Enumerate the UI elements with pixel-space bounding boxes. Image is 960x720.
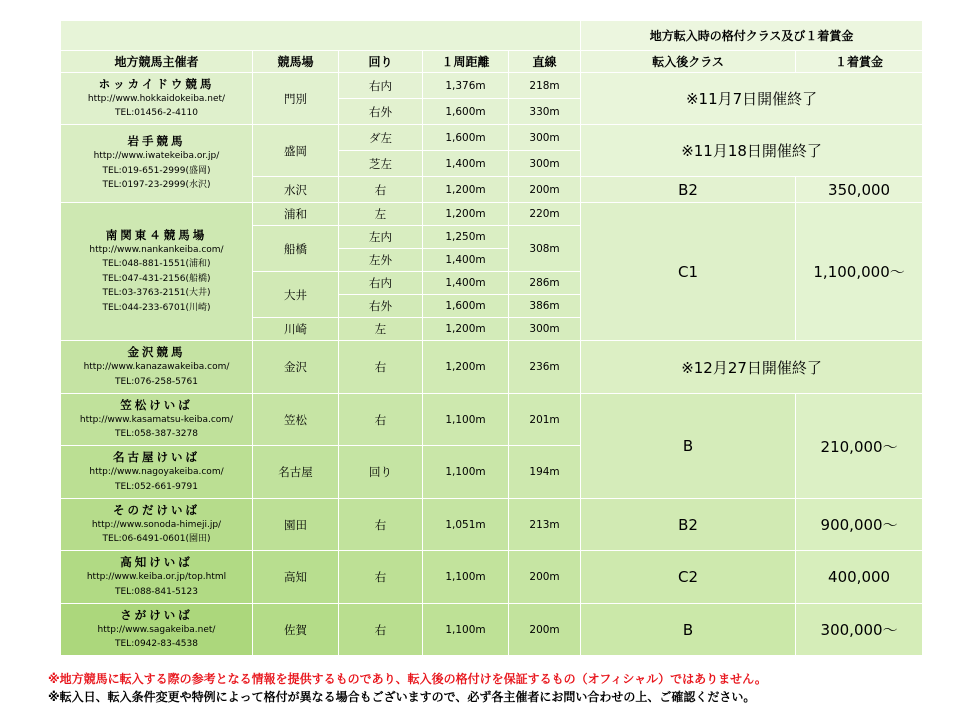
straight: 386m [509, 295, 581, 318]
straight: 200m [509, 177, 581, 203]
organizer-name: ホッカイドウ競馬 [98, 76, 215, 91]
direction: 回り [339, 446, 423, 499]
class-cell: B2 [581, 177, 796, 203]
straight: 300m [509, 318, 581, 341]
direction: 右 [339, 394, 423, 446]
direction: 左内 [339, 226, 423, 249]
organizer-name: 岩手競馬 [127, 134, 186, 149]
table-row [61, 499, 923, 551]
col-straight: 直線 [509, 51, 581, 73]
organizer-url[interactable]: http://www.nankankeiba.com/ [89, 244, 224, 255]
organizer-name: 南関東４競馬場 [105, 227, 208, 242]
organizer-tel: TEL:01456-2-4110 [115, 108, 198, 118]
col-prize: １着賞金 [796, 51, 923, 73]
col-track: 競馬場 [253, 51, 339, 73]
lap-distance: 1,100m [423, 394, 509, 446]
track-name: 名古屋 [253, 446, 339, 499]
direction: 右内 [339, 73, 423, 99]
direction: 芝左 [339, 151, 423, 177]
track-name: 門別 [253, 73, 339, 125]
organizer-tel: TEL:058-387-3278 [115, 429, 198, 439]
straight: 286m [509, 272, 581, 295]
organizer-tel: TEL:019-651-2999(盛岡) [102, 165, 211, 176]
straight: 200m [509, 551, 581, 604]
organizer-url[interactable]: http://www.kanazawakeiba.com/ [83, 362, 230, 372]
organizer-cell [61, 73, 253, 125]
organizer-cell [61, 551, 253, 604]
organizer-tel: TEL:0197-23-2999(水沢) [102, 180, 211, 191]
organizer-name: 高知けいば [120, 555, 193, 569]
direction: ダ左 [339, 125, 423, 151]
class-cell: C2 [581, 551, 796, 604]
organizer-cell [61, 341, 253, 394]
table-row [61, 551, 923, 604]
organizer-tel: TEL:048-881-1551(浦和) [102, 259, 211, 270]
lap-distance: 1,200m [423, 177, 509, 203]
direction: 右 [339, 177, 423, 203]
header-row-2 [61, 51, 923, 73]
status-note: ※12月27日開催終了 [581, 341, 923, 394]
class-cell: B [581, 604, 796, 656]
track-name: 高知 [253, 551, 339, 604]
table-row [61, 73, 923, 99]
straight: 218m [509, 73, 581, 99]
organizer-tel: TEL:06-6491-0601(園田) [102, 534, 211, 544]
straight: 308m [509, 226, 581, 272]
lap-distance: 1,200m [423, 203, 509, 226]
lap-distance: 1,400m [423, 249, 509, 272]
inquiry-note: ※転入日、転入条件変更や特例によって格付が異なる場合もございますので、必ず各主催者にお問い合わせの上、ご確認ください。 [48, 690, 756, 704]
lap-distance: 1,250m [423, 226, 509, 249]
organizer-tel: TEL:052-661-9791 [115, 481, 198, 492]
organizer-cell [61, 125, 253, 203]
direction: 右 [339, 551, 423, 604]
straight: 300m [509, 151, 581, 177]
track-name: 水沢 [253, 177, 339, 203]
direction: 左 [339, 318, 423, 341]
organizer-name: 金沢競馬 [127, 345, 186, 359]
lap-distance: 1,600m [423, 99, 509, 125]
track-name: 佐賀 [253, 604, 339, 656]
prize-cell: 900,000～ [796, 499, 923, 551]
col-direction: 回り [339, 51, 423, 73]
straight: 330m [509, 99, 581, 125]
direction: 右内 [339, 272, 423, 295]
class-cell: C1 [581, 203, 796, 341]
lap-distance: 1,100m [423, 446, 509, 499]
direction: 右外 [339, 295, 423, 318]
prize-cell: 300,000～ [796, 604, 923, 656]
straight: 220m [509, 203, 581, 226]
col-organizer: 地方競馬主催者 [61, 51, 253, 73]
track-name: 川崎 [253, 318, 339, 341]
organizer-cell [61, 604, 253, 656]
class-cell: B2 [581, 499, 796, 551]
lap-distance: 1,400m [423, 151, 509, 177]
lap-distance: 1,600m [423, 125, 509, 151]
lap-distance: 1,100m [423, 604, 509, 656]
organizer-url[interactable]: http://www.nagoyakeiba.com/ [89, 467, 224, 477]
straight: 201m [509, 394, 581, 446]
organizer-url[interactable]: http://www.keiba.or.jp/top.html [86, 572, 227, 582]
track-name: 船橋 [253, 226, 339, 272]
prize-cell: 210,000～ [796, 394, 923, 499]
lap-distance: 1,051m [423, 499, 509, 551]
organizer-tel: TEL:044-233-6701(川崎) [102, 302, 211, 313]
direction: 右外 [339, 99, 423, 125]
organizer-cell [61, 203, 253, 341]
track-name: 笠松 [253, 394, 339, 446]
straight: 236m [509, 341, 581, 394]
col-class: 転入後クラス [581, 51, 796, 73]
organizer-name: さがけいば [120, 607, 193, 622]
organizer-url[interactable]: http://www.iwatekeiba.or.jp/ [93, 151, 220, 162]
track-name: 大井 [253, 272, 339, 318]
organizer-url[interactable]: http://www.kasamatsu-keiba.com/ [79, 414, 234, 425]
organizer-tel: TEL:047-431-2156(船橋) [102, 273, 211, 284]
prize-cell: 400,000 [796, 551, 923, 604]
straight: 200m [509, 604, 581, 656]
track-name: 金沢 [253, 341, 339, 394]
straight: 213m [509, 499, 581, 551]
racecourse-table [60, 20, 923, 656]
direction: 右 [339, 341, 423, 394]
organizer-name: 笠松けいば [120, 397, 193, 412]
organizer-cell [61, 499, 253, 551]
prize-cell: 1,100,000～ [796, 203, 923, 341]
organizer-cell [61, 446, 253, 499]
disclaimer-note: ※地方競馬に転入する際の参考となる情報を提供するものであり、転入後の格付けを保証するもの（オフィシャル）ではありません。 [48, 672, 767, 686]
track-name: 園田 [253, 499, 339, 551]
lap-distance: 1,376m [423, 73, 509, 99]
prize-cell: 350,000 [796, 177, 923, 203]
lap-distance: 1,400m [423, 272, 509, 295]
status-note: ※11月7日開催終了 [581, 73, 923, 125]
table-row [61, 394, 923, 446]
table-row [61, 125, 923, 151]
header-group-title: 地方転入時の格付クラス及び１着賞金 [581, 21, 923, 51]
organizer-name: 名古屋けいば [113, 450, 200, 464]
organizer-url[interactable]: http://www.hokkaidokeiba.net/ [87, 93, 226, 104]
organizer-tel: TEL:076-258-5761 [115, 376, 198, 387]
status-note: ※11月18日開催終了 [581, 125, 923, 177]
table-row [61, 341, 923, 394]
organizer-url[interactable]: http://www.sagakeiba.net/ [97, 624, 216, 635]
straight: 194m [509, 446, 581, 499]
direction: 左外 [339, 249, 423, 272]
lap-distance: 1,200m [423, 341, 509, 394]
header-blank-cell [61, 21, 581, 51]
direction: 左 [339, 203, 423, 226]
organizer-name: そのだけいば [113, 502, 200, 517]
organizer-tel: TEL:088-841-5123 [115, 586, 198, 597]
organizer-tel: TEL:03-3763-2151(大井) [102, 288, 211, 299]
header-row-1 [61, 21, 923, 51]
lap-distance: 1,600m [423, 295, 509, 318]
direction: 右 [339, 499, 423, 551]
track-name: 浦和 [253, 203, 339, 226]
class-cell: B [581, 394, 796, 499]
lap-distance: 1,200m [423, 318, 509, 341]
table-row [61, 203, 923, 226]
straight: 300m [509, 125, 581, 151]
organizer-cell [61, 394, 253, 446]
col-lap-distance: １周距離 [423, 51, 509, 73]
lap-distance: 1,100m [423, 551, 509, 604]
track-name: 盛岡 [253, 125, 339, 177]
direction: 右 [339, 604, 423, 656]
organizer-url[interactable]: http://www.sonoda-himeji.jp/ [91, 519, 222, 530]
organizer-tel: TEL:0942-83-4538 [115, 639, 198, 649]
table-row [61, 604, 923, 656]
